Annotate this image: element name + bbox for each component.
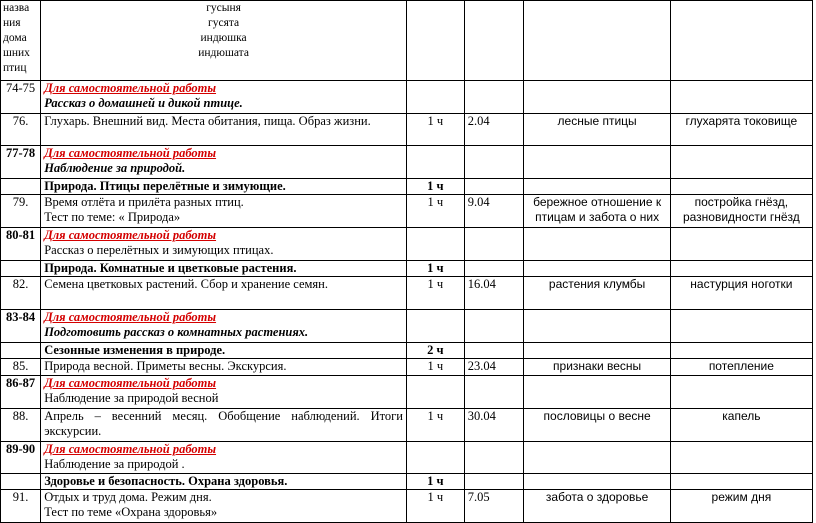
lesson-number: 86-87 — [1, 376, 41, 409]
hours — [406, 228, 464, 261]
table-row — [1, 277, 813, 310]
table-row — [1, 376, 813, 409]
lesson-topic — [41, 228, 407, 261]
hours — [406, 146, 464, 179]
section-title: Сезонные изменения в природе. — [44, 343, 226, 357]
empty-cell — [670, 1, 812, 81]
hours: 1 ч — [406, 490, 464, 523]
vocabulary-theme — [524, 376, 670, 409]
bird-name: индюшка — [200, 32, 247, 44]
self-work-label: Для самостоятельной работы — [44, 310, 217, 324]
lesson-number — [1, 343, 41, 359]
vocabulary-words: постройка гнёзд, разновидности гнёзд — [670, 195, 812, 228]
section-title: Природа. Комнатные и цветковые растения. — [44, 261, 297, 275]
lesson-topic — [41, 114, 407, 146]
lesson-date — [464, 376, 524, 409]
vocabulary-words — [670, 81, 812, 114]
topic-text: Наблюдение за природой весной — [44, 391, 219, 405]
hours: 1 ч — [406, 114, 464, 146]
vocabulary-words — [670, 146, 812, 179]
vocabulary-words — [670, 474, 812, 490]
lesson-topic — [41, 195, 407, 228]
lesson-number: 77-78 — [1, 146, 41, 179]
table-row — [1, 228, 813, 261]
lesson-date: 16.04 — [464, 277, 524, 310]
vocabulary-theme — [524, 179, 670, 195]
vocabulary-words: режим дня — [670, 490, 812, 523]
lesson-number: 85. — [1, 359, 41, 376]
bird-name: гусята — [208, 17, 240, 29]
table-row — [1, 409, 813, 442]
bird-name: индюшата — [198, 47, 249, 59]
vocabulary-theme — [524, 81, 670, 114]
self-work-label: Для самостоятельной работы — [44, 376, 217, 390]
topic-text: Семена цветковых растений. Сбор и хранение семян. — [44, 277, 328, 291]
vocabulary-theme — [524, 343, 670, 359]
vocabulary-words — [670, 343, 812, 359]
vocabulary-words — [670, 228, 812, 261]
empty-cell — [464, 1, 524, 81]
lesson-topic — [41, 146, 407, 179]
lesson-number: 89-90 — [1, 442, 41, 474]
vocabulary-theme: пословицы о весне — [524, 409, 670, 442]
lesson-number: 91. — [1, 490, 41, 523]
table-row — [1, 490, 813, 523]
topic-text: Природа весной. Приметы весны. Экскурсия. — [44, 359, 287, 373]
bird-names-label — [1, 1, 41, 81]
lesson-date — [464, 343, 524, 359]
hours — [406, 310, 464, 343]
lesson-date: 2.04 — [464, 114, 524, 146]
lesson-date: 30.04 — [464, 409, 524, 442]
lesson-number: 79. — [1, 195, 41, 228]
self-work-label: Для самостоятельной работы — [44, 146, 217, 160]
lesson-date — [464, 310, 524, 343]
lesson-date — [464, 81, 524, 114]
lesson-date — [464, 146, 524, 179]
vocabulary-words — [670, 261, 812, 277]
lesson-topic — [41, 179, 407, 195]
bird-name: гусыня — [206, 2, 241, 14]
self-work-label: Для самостоятельной работы — [44, 81, 217, 95]
lesson-date: 9.04 — [464, 195, 524, 228]
hours: 1 ч — [406, 474, 464, 490]
section-title: Природа. Птицы перелётные и зимующие. — [44, 179, 286, 193]
topic-text: Тест по теме «Охрана здоровья» — [44, 505, 218, 519]
vocabulary-theme — [524, 310, 670, 343]
lesson-number: 82. — [1, 277, 41, 310]
self-work-label: Для самостоятельной работы — [44, 442, 217, 456]
lesson-topic — [41, 343, 407, 359]
vocabulary-theme: признаки весны — [524, 359, 670, 376]
topic-text: Глухарь. Внешний вид. Места обитания, пища. Образ жизни. — [44, 114, 371, 128]
lesson-topic — [41, 490, 407, 523]
vocabulary-words: глухарята токовище — [670, 114, 812, 146]
task-text: Наблюдение за природой. — [44, 161, 186, 175]
vocabulary-words: потепление — [670, 359, 812, 376]
lesson-date — [464, 474, 524, 490]
vocabulary-words — [670, 310, 812, 343]
lesson-number: 80-81 — [1, 228, 41, 261]
table-row — [1, 114, 813, 146]
lesson-number — [1, 474, 41, 490]
lesson-number: 76. — [1, 114, 41, 146]
lesson-topic — [41, 409, 407, 442]
table-row — [1, 343, 813, 359]
lesson-topic — [41, 81, 407, 114]
lesson-number: 83-84 — [1, 310, 41, 343]
lesson-date — [464, 442, 524, 474]
vocabulary-theme — [524, 146, 670, 179]
lesson-topic — [41, 277, 407, 310]
vocabulary-words: настурция ноготки — [670, 277, 812, 310]
lesson-date: 23.04 — [464, 359, 524, 376]
hours — [406, 376, 464, 409]
table-row — [1, 261, 813, 277]
lesson-topic — [41, 359, 407, 376]
hours: 1 ч — [406, 195, 464, 228]
table-row — [1, 195, 813, 228]
hours: 2 ч — [406, 343, 464, 359]
table-body — [1, 1, 813, 523]
lesson-date — [464, 228, 524, 261]
table-row — [1, 474, 813, 490]
vocabulary-theme: лесные птицы — [524, 114, 670, 146]
vocabulary-words — [670, 376, 812, 409]
empty-cell — [406, 1, 464, 81]
vocabulary-theme — [524, 261, 670, 277]
lesson-date: 7.05 — [464, 490, 524, 523]
topic-text: Тест по теме: « Природа» — [44, 210, 181, 224]
topic-text: Отдых и труд дома. Режим дня. — [44, 490, 212, 504]
vocabulary-theme — [524, 228, 670, 261]
lesson-date — [464, 261, 524, 277]
lesson-number: 88. — [1, 409, 41, 442]
lesson-topic — [41, 376, 407, 409]
hours: 1 ч — [406, 409, 464, 442]
vocabulary-words: капель — [670, 409, 812, 442]
topic-text: Время отлёта и прилёта разных птиц. — [44, 195, 244, 209]
hours: 1 ч — [406, 359, 464, 376]
lesson-topic — [41, 442, 407, 474]
lesson-topic — [41, 310, 407, 343]
lesson-number — [1, 261, 41, 277]
vocabulary-words — [670, 179, 812, 195]
header-row — [1, 1, 813, 81]
bird-names-label-text: назва ния дома шних птиц — [3, 2, 30, 74]
hours — [406, 81, 464, 114]
task-text: Рассказ о домашней и дикой птице. — [44, 96, 243, 110]
topic-text: Апрель – весенний месяц. Обобщение наблюдений. Итоги экскурсии. — [44, 409, 403, 438]
table-row — [1, 442, 813, 474]
vocabulary-theme — [524, 474, 670, 490]
lesson-date — [464, 179, 524, 195]
table-row — [1, 359, 813, 376]
task-text: Подготовить рассказ о комнатных растениях. — [44, 325, 309, 339]
hours — [406, 442, 464, 474]
table-row — [1, 81, 813, 114]
hours: 1 ч — [406, 179, 464, 195]
empty-cell — [524, 1, 670, 81]
table-row — [1, 310, 813, 343]
table-row — [1, 179, 813, 195]
hours: 1 ч — [406, 261, 464, 277]
vocabulary-theme: бережное отношение к птицам и забота о них — [524, 195, 670, 228]
bird-names-list — [41, 1, 407, 81]
table-row — [1, 146, 813, 179]
lesson-topic — [41, 474, 407, 490]
topic-text: Наблюдение за природой . — [44, 457, 185, 471]
self-work-label: Для самостоятельной работы — [44, 228, 217, 242]
vocabulary-theme: забота о здоровье — [524, 490, 670, 523]
hours: 1 ч — [406, 277, 464, 310]
lesson-number — [1, 179, 41, 195]
lesson-number: 74-75 — [1, 81, 41, 114]
topic-text: Рассказ о перелётных и зимующих птицах. — [44, 243, 274, 257]
vocabulary-theme — [524, 442, 670, 474]
vocabulary-theme: растения клумбы — [524, 277, 670, 310]
lesson-topic — [41, 261, 407, 277]
vocabulary-words — [670, 442, 812, 474]
section-title: Здоровье и безопасность. Охрана здоровья. — [44, 474, 288, 488]
